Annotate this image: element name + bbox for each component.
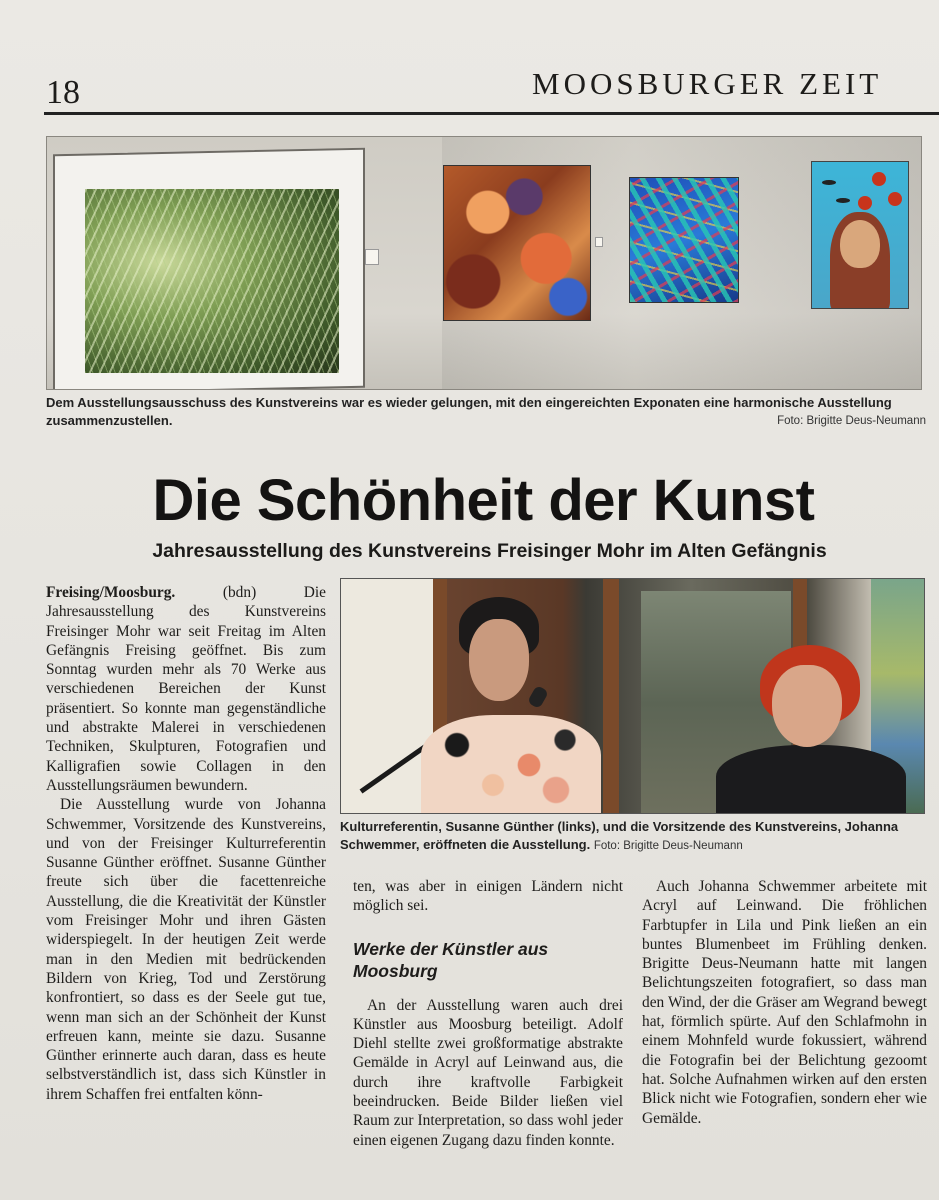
abstract-painting-warm xyxy=(443,165,591,321)
header-rule xyxy=(44,112,939,115)
bird-motif xyxy=(836,198,850,203)
woman-smiling xyxy=(716,645,906,814)
artwork-label-card xyxy=(365,249,379,265)
face xyxy=(469,619,529,701)
article-column-2 xyxy=(353,877,623,1150)
photo1-caption-block xyxy=(46,394,926,430)
grass-photograph-image xyxy=(85,189,339,373)
article-subheading: Werke der Künstler aus Moosburg xyxy=(353,938,549,981)
bird-motif xyxy=(822,180,836,185)
article-column-1 xyxy=(46,583,326,1104)
paragraph: ten, was aber in einigen Ländern nicht möglich sei. xyxy=(353,878,623,915)
paragraph xyxy=(46,583,326,795)
flower-motif xyxy=(888,192,902,206)
door-frame xyxy=(603,579,619,814)
woman-speaking xyxy=(421,597,601,814)
portrait-face xyxy=(840,220,880,268)
page-number: 18 xyxy=(46,74,80,111)
flower-motif xyxy=(858,196,872,210)
photo1-caption: Dem Ausstellungsausschuss des Kunstvereins war es wieder gelungen, mit den eingereichten Exponaten eine harmonische Ausstellung zusammenzustellen. xyxy=(46,395,892,428)
article-subhead: Jahresausstellung des Kunstvereins Freisinger Mohr im Alten Gefängnis xyxy=(152,540,827,562)
photo1-credit: Foto: Brigitte Deus-Neumann xyxy=(777,415,926,427)
paragraph: An der Ausstellung waren auch drei Künstler aus Moosburg beteiligt. Adolf Diehl stellte zwei großformatige abstrakte Gemälde in Acryl auf Leinwand aus, die durch ihre kraftvolle Farbigkeit beeindrucken. Beide Bilder ließen viel Raum zur Interpretation, so dass wohl jeder einen eigenen Zugang dazu finden konnte. xyxy=(353,996,623,1149)
paragraph: Auch Johanna Schwemmer arbeitete mit Acryl auf Leinwand. Die fröhlichen Farbtupfer in Lila und Pink ließen an ein buntes Blumenbeet im Frühling denken. Brigitte Deus-Neumann hatte mit langen Belichtungszeiten fotografiert, so dass man den Wind, der die Gräser am Wegrand bewegt hat, förmlich spürte. Auf den Schlafmohn in einem Mohnfeld wurde fokussiert, während die Fotografin bei der Belichtung gezoomt hat. Solche Aufnahmen wirken auf den ersten Blick nicht wie Fotografien, sondern eher wie Gemälde. xyxy=(642,878,927,1127)
face xyxy=(772,665,842,747)
article-headline: Die Schönheit der Kunst xyxy=(152,468,815,533)
photo2-credit: Foto: Brigitte Deus-Neumann xyxy=(593,840,743,852)
gallery-photo xyxy=(46,136,922,390)
photo2-caption-block xyxy=(340,818,930,855)
patterned-blouse xyxy=(421,715,601,814)
paragraph: Die Ausstellung wurde von Johanna Schwemmer, Vorsitzende des Kunstvereins, und von der Freisinger Kulturreferentin Susanne Günther eröffnet. Susanne Günther freute sich über die facettenreiche Ausstellung, die die Kreativität der Künstler vom Freisinger Mohr und ihren Gästen widerspiegelt. In der heutigen Zeit werde man in den Medien mit bedrückenden Bildern von Krieg, Tod und Zerstörung konfrontiert, so dass es der Seele gut tue, wenn man sich an der Schönheit der Kunst erfreuen kann, meinte sie dazu. Susanne Günther erinnerte auch daran, dass es heute selbstverständlich ist, dass sich Künstler in ihrem Schaffen frei entfalten könn- xyxy=(46,796,326,1103)
article-column-3 xyxy=(642,877,927,1128)
paragraph-text: (bdn) Die Jahresausstellung des Kunstvereins Freisinger Mohr war seit Freitag im Alten Gefängnis Freising geöffnet. Bis zum Sonntag wurden mehr als 70 Werke aus verschiedenen Bereichen der Kunst präsentiert. So konnte man gegenständliche und abstrakte Malerei in verschiedenen Techniken, Skulpturen, Fotografien und Kalligrafien sowie Collagen in den Ausstellungsräumen bewundern. xyxy=(46,584,326,794)
portrait-painting xyxy=(811,161,909,309)
artwork-label-card xyxy=(595,237,603,247)
opening-photo xyxy=(340,578,925,814)
abstract-painting-blue xyxy=(629,177,739,303)
flower-motif xyxy=(872,172,886,186)
dateline: Freising/Moosburg. xyxy=(46,584,176,601)
newspaper-name: MOOSBURGER ZEIT xyxy=(532,66,883,101)
black-top xyxy=(716,745,906,814)
microphone-icon xyxy=(527,685,549,709)
photo2-caption: Kulturreferentin, Susanne Günther (links), und die Vorsitzende des Kunstvereins, Johanna Schwemmer, eröffneten die Ausstellung. xyxy=(340,819,899,852)
